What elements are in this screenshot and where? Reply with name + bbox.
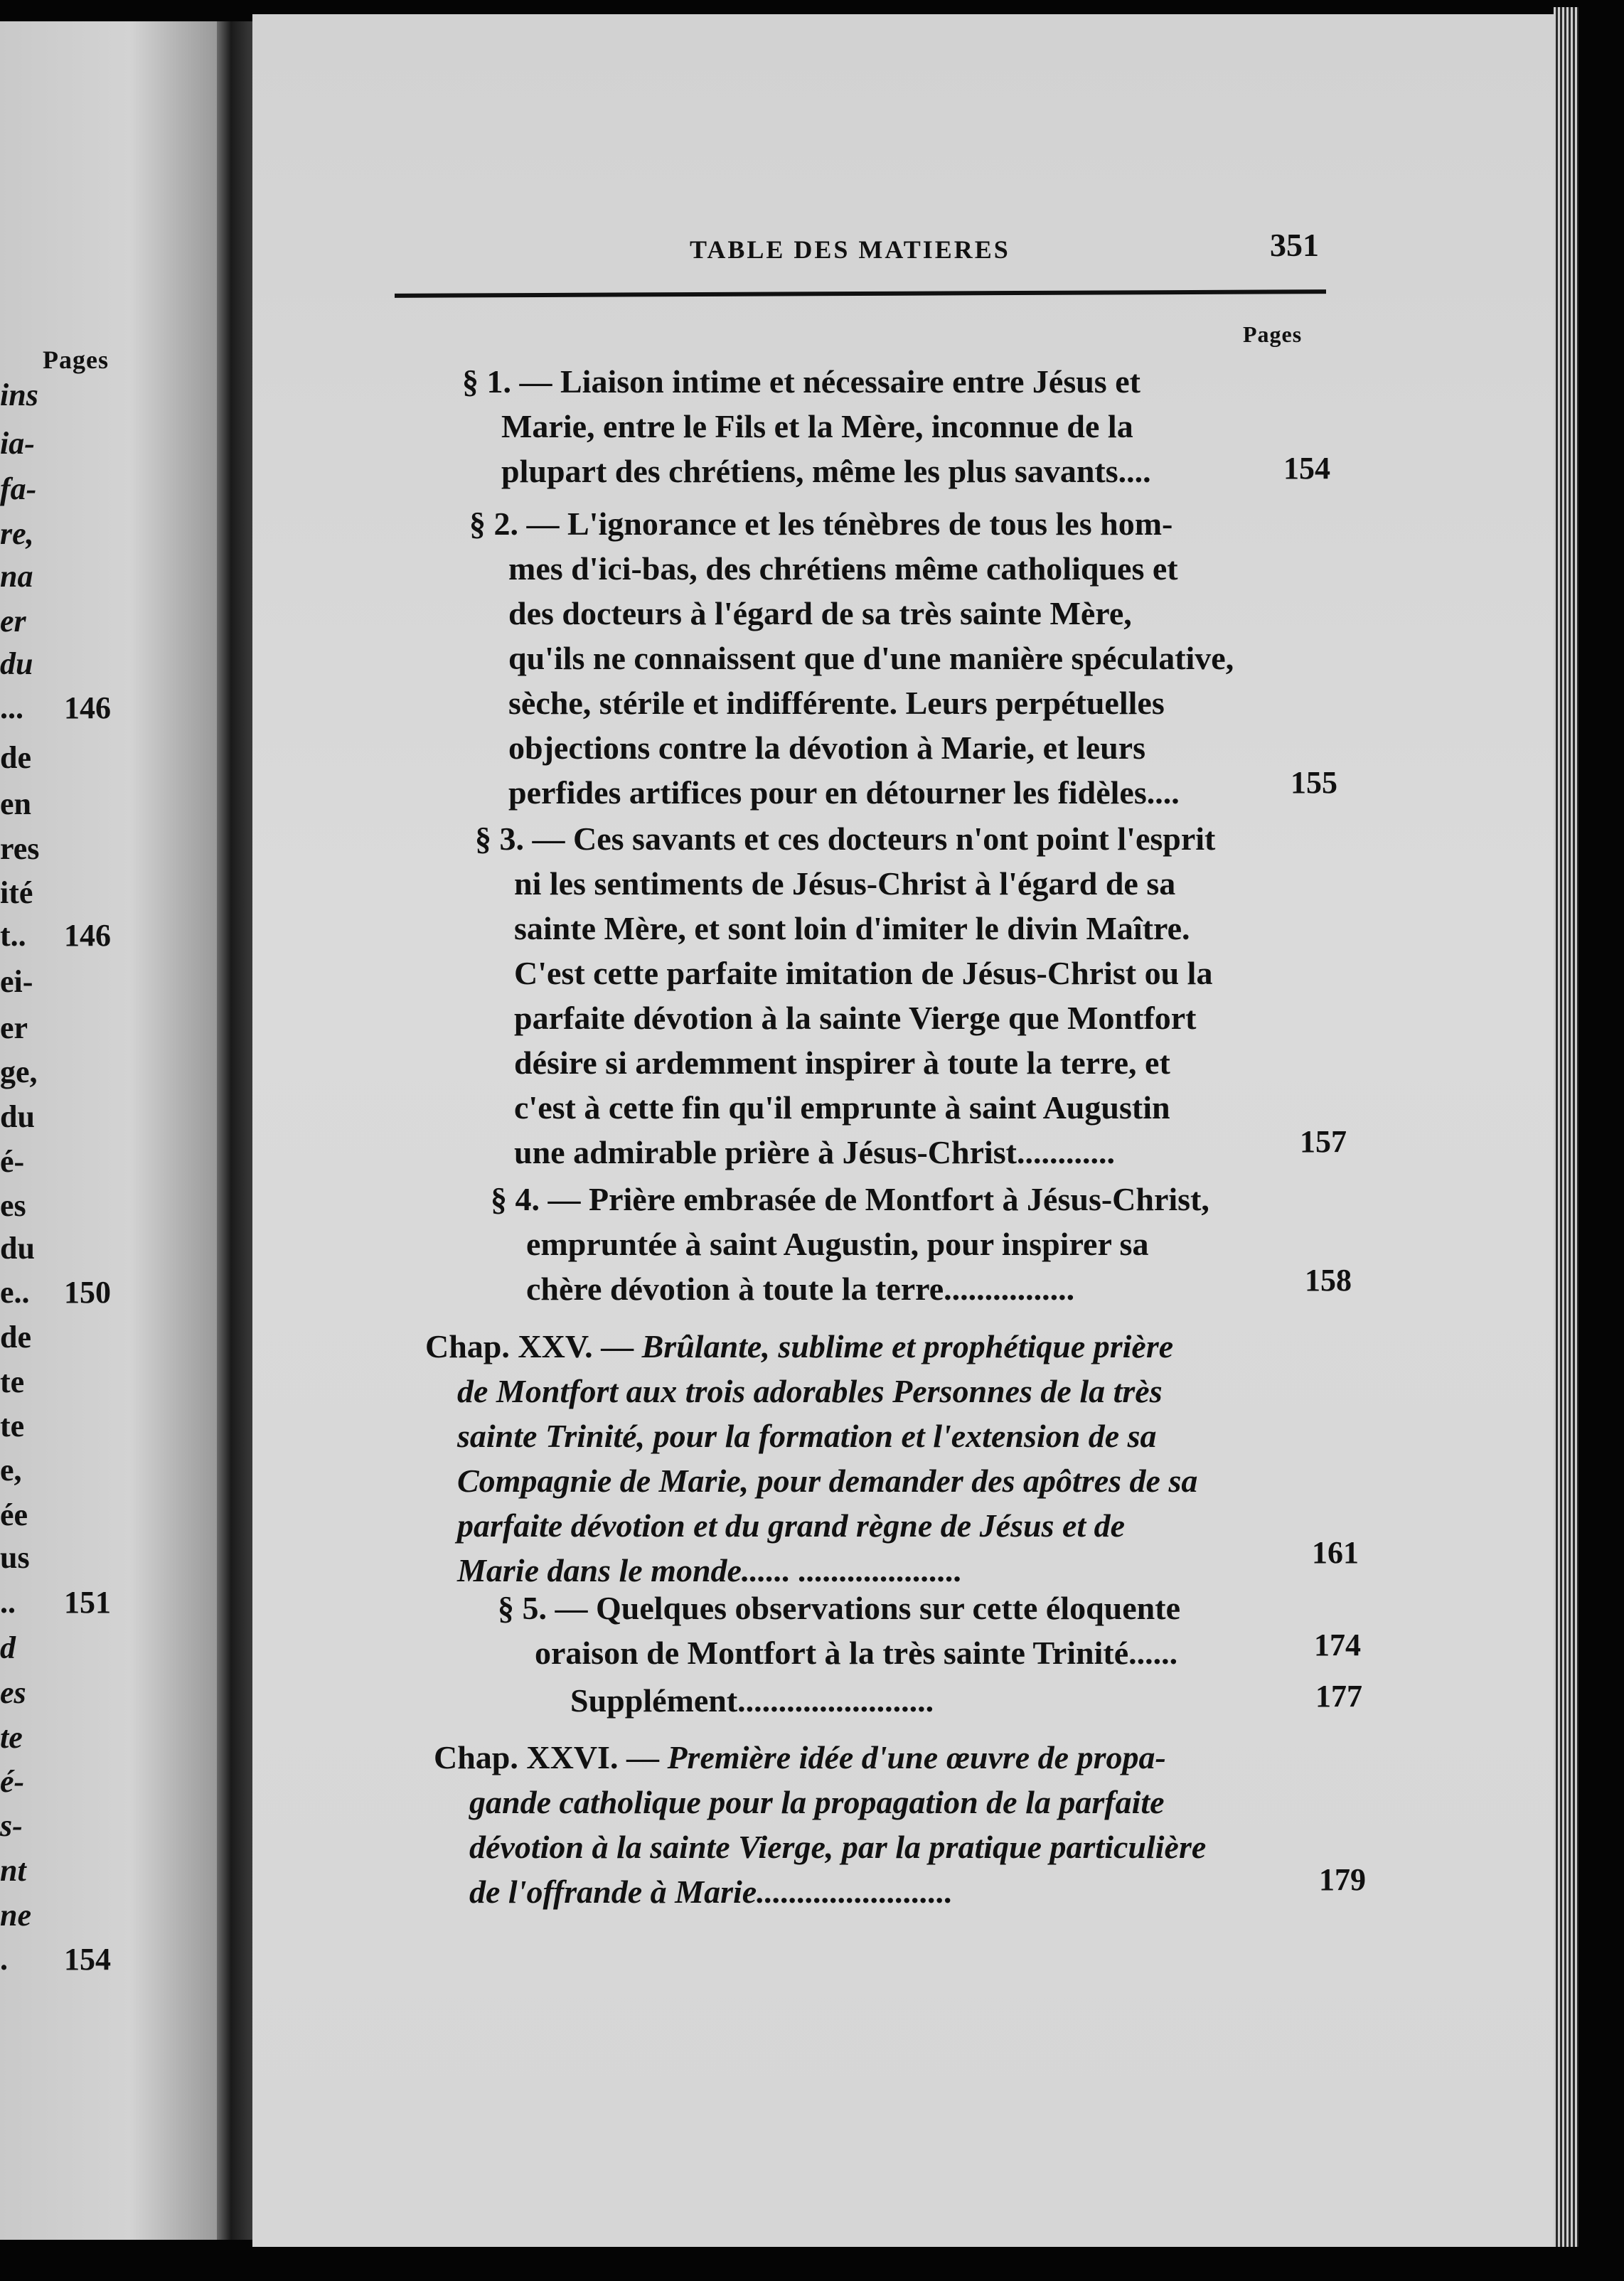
left-fragment: us (0, 1540, 30, 1575)
left-page-number: 154 (64, 1942, 111, 1977)
entry-line: § 2. — L'ignorance et les ténèbres de tous les hom- (469, 506, 1173, 542)
left-fragment: res (0, 831, 40, 866)
entry-line: dévotion à la sainte Vierge, par la pratique particulière (469, 1829, 1207, 1865)
entry-line: § 3. — Ces savants et ces docteurs n'ont point l'esprit (475, 821, 1216, 857)
left-fragment: na (0, 559, 33, 594)
entry-page-number: 157 (1300, 1124, 1347, 1159)
entry-line: parfaite dévotion et du grand règne de Jésus et de (457, 1507, 1126, 1544)
entry-line: objections contre la dévotion à Marie, et leurs (508, 730, 1145, 766)
left-fragment: ne (0, 1898, 31, 1933)
book-spine (217, 21, 252, 2240)
toc-entry (462, 359, 1151, 493)
entry-line: désire si ardemment inspirer à toute la terre, et (514, 1045, 1170, 1081)
left-page-number: 151 (64, 1585, 111, 1620)
running-title: TABLE DES MATIERES (690, 235, 1010, 264)
entry-line: sainte Mère, et sont loin d'imiter le divin Maître. (514, 910, 1190, 946)
left-fragment: t.. (0, 918, 26, 953)
left-fragment: te (0, 1409, 25, 1443)
left-fragment: te (0, 1720, 23, 1755)
entry-line: chère dévotion à toute la terre................ (526, 1271, 1075, 1307)
left-fragment: d (0, 1630, 16, 1665)
entry-line: Brûlante, sublime et prophétique prière (641, 1328, 1174, 1364)
left-fragment: er (0, 1010, 28, 1045)
left-fragment: ge, (0, 1054, 38, 1089)
toc-chapter-entry (434, 1735, 1206, 1914)
left-fragment: ée (0, 1497, 28, 1532)
entry-line: Marie dans le monde...... .................... (457, 1552, 963, 1588)
entry-page-number: 177 (1315, 1679, 1362, 1714)
entry-line: qu'ils ne connaissent que d'une manière spéculative, (508, 640, 1234, 676)
left-fragment: ... (0, 690, 23, 725)
left-fragment: ia- (0, 426, 35, 461)
entry-line: des docteurs à l'égard de sa très sainte Mère, (508, 595, 1132, 631)
left-fragment: e, (0, 1453, 22, 1487)
left-fragment: e.. (0, 1275, 30, 1310)
left-page-number: 150 (64, 1275, 111, 1310)
left-fragment: es (0, 1675, 26, 1710)
toc-entry (475, 816, 1215, 1175)
entry-line: oraison de Montfort à la très sainte Trinité...... (535, 1635, 1178, 1671)
left-fragment: .. (0, 1585, 16, 1620)
entry-page-number: 154 (1283, 451, 1330, 486)
entry-line: Compagnie de Marie, pour demander des apôtres de sa (457, 1463, 1198, 1499)
entry-line: Première idée d'une œuvre de propa- (667, 1739, 1166, 1775)
left-fragment: du (0, 1231, 35, 1266)
entry-page-number: 155 (1291, 765, 1337, 800)
entry-line: perfides artifices pour en détourner les fidèles.... (508, 774, 1180, 811)
left-fragment: en (0, 786, 31, 821)
left-fragment: de (0, 740, 31, 775)
left-page-number: 146 (64, 690, 111, 725)
entry-line: de l'offrande à Marie........................ (469, 1874, 953, 1910)
toc-entry (491, 1177, 1209, 1311)
toc-chapter-entry (425, 1324, 1197, 1593)
entry-line: § 1. — Liaison intime et nécessaire entre Jésus et (462, 363, 1140, 400)
entry-line: Marie, entre le Fils et la Mère, inconnue de la (501, 408, 1133, 444)
left-fragment: du (0, 646, 33, 681)
toc-entry (498, 1586, 1180, 1675)
left-fragment: ei- (0, 964, 33, 999)
entry-line: C'est cette parfaite imitation de Jésus-Christ ou la (514, 955, 1213, 991)
entry-line: sèche, stérile et indifférente. Leurs perpétuelles (508, 685, 1165, 721)
toc-entry (469, 501, 1234, 815)
entry-page-number: 161 (1312, 1535, 1359, 1570)
page-number: 351 (1270, 227, 1319, 263)
entry-line: ni les sentiments de Jésus-Christ à l'égard de sa (514, 865, 1176, 902)
toc-entry (570, 1678, 934, 1723)
left-fragment: du (0, 1099, 35, 1134)
left-fragment: nt (0, 1853, 26, 1888)
chapter-heading: Chap. XXVI. — (434, 1739, 668, 1775)
entry-line: parfaite dévotion à la sainte Vierge que Montfort (514, 1000, 1197, 1036)
entry-line: plupart des chrétiens, même les plus savants.... (501, 453, 1151, 489)
left-fragment: fa- (0, 471, 37, 506)
left-fragment: es (0, 1188, 26, 1223)
entry-line: de Montfort aux trois adorables Personnes de la très (457, 1373, 1163, 1409)
entry-line: gande catholique pour la propagation de la parfaite (469, 1784, 1165, 1820)
entry-line: Supplément........................ (570, 1682, 934, 1719)
entry-line: sainte Trinité, pour la formation et l'extension de sa (457, 1418, 1157, 1454)
left-fragment: é- (0, 1144, 25, 1179)
left-fragment: ins (0, 378, 38, 412)
left-fragment: ité (0, 875, 33, 910)
entry-page-number: 158 (1305, 1263, 1352, 1298)
entry-page-number: 174 (1314, 1628, 1361, 1662)
left-pages-label: Pages (43, 346, 109, 374)
chapter-heading: Chap. XXV. — (425, 1328, 642, 1364)
left-fragment: te (0, 1364, 25, 1399)
entry-line: c'est à cette fin qu'il emprunte à saint Augustin (514, 1089, 1170, 1126)
page-edges (1554, 7, 1578, 2247)
entry-page-number: 179 (1319, 1862, 1366, 1897)
entry-line: § 5. — Quelques observations sur cette éloquente (498, 1590, 1181, 1626)
left-fragment: re, (0, 516, 34, 551)
left-fragment: é- (0, 1764, 25, 1799)
pages-column-label: Pages (1243, 321, 1303, 347)
entry-line: mes d'ici-bas, des chrétiens même catholiques et (508, 550, 1178, 587)
left-fragment: . (0, 1942, 8, 1977)
entry-line: § 4. — Prière embrasée de Montfort à Jésus-Christ, (491, 1181, 1209, 1217)
left-fragment: de (0, 1320, 31, 1355)
left-page (0, 21, 217, 2240)
left-page-number: 146 (64, 918, 111, 953)
left-fragment: er (0, 604, 26, 639)
entry-line: empruntée à saint Augustin, pour inspirer sa (526, 1226, 1149, 1262)
entry-line: une admirable prière à Jésus-Christ............ (514, 1134, 1116, 1170)
left-fragment: s- (0, 1808, 23, 1843)
